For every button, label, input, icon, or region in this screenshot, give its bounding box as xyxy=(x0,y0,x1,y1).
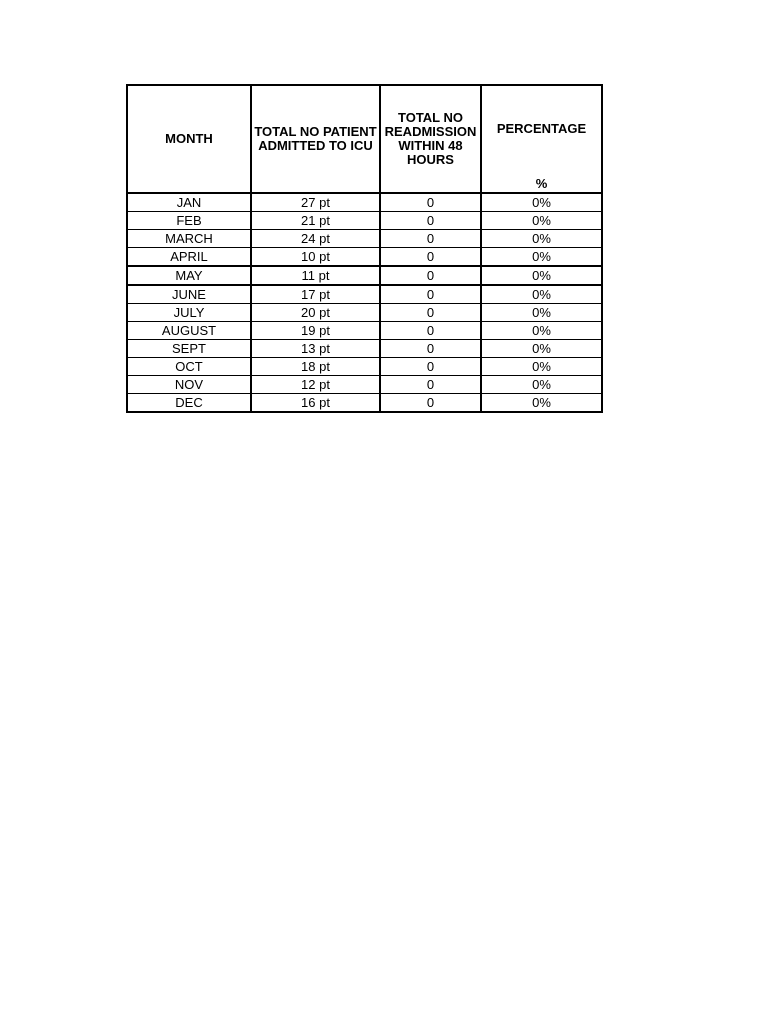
cell-readmission: 0 xyxy=(380,230,481,248)
table-row xyxy=(127,285,602,304)
cell-month: APRIL xyxy=(127,248,251,267)
cell-month: OCT xyxy=(127,358,251,376)
table-row xyxy=(127,322,602,340)
cell-percentage: 0% xyxy=(481,230,602,248)
table-row xyxy=(127,358,602,376)
cell-month: JULY xyxy=(127,304,251,322)
cell-readmission: 0 xyxy=(380,285,481,304)
cell-month: AUGUST xyxy=(127,322,251,340)
cell-percentage: 0% xyxy=(481,266,602,285)
cell-percentage: 0% xyxy=(481,248,602,267)
cell-admitted: 12 pt xyxy=(251,376,380,394)
icu-readmission-table xyxy=(126,84,603,413)
cell-percentage: 0% xyxy=(481,285,602,304)
cell-percentage: 0% xyxy=(481,322,602,340)
cell-admitted: 18 pt xyxy=(251,358,380,376)
cell-percentage: 0% xyxy=(481,304,602,322)
cell-percentage: 0% xyxy=(481,340,602,358)
header-percentage-label: PERCENTAGE xyxy=(496,121,587,136)
table-row xyxy=(127,340,602,358)
cell-percentage: 0% xyxy=(481,358,602,376)
header-month-label: MONTH xyxy=(165,131,213,146)
cell-readmission: 0 xyxy=(380,193,481,212)
cell-readmission: 0 xyxy=(380,304,481,322)
header-percentage-unit: % xyxy=(535,176,548,191)
header-readmission-label: TOTAL NO READMISSION WITHIN 48 HOURS xyxy=(384,110,477,167)
header-readmission xyxy=(380,85,481,193)
cell-readmission: 0 xyxy=(380,340,481,358)
table-row xyxy=(127,266,602,285)
table-header-row xyxy=(127,85,602,193)
table-row xyxy=(127,193,602,212)
cell-percentage: 0% xyxy=(481,212,602,230)
table-row xyxy=(127,394,602,413)
cell-admitted: 16 pt xyxy=(251,394,380,413)
cell-readmission: 0 xyxy=(380,394,481,413)
header-admitted-label: TOTAL NO PATIENT ADMITTED TO ICU xyxy=(254,124,377,153)
header-admitted xyxy=(251,85,380,193)
cell-admitted: 11 pt xyxy=(251,266,380,285)
table-row xyxy=(127,304,602,322)
cell-readmission: 0 xyxy=(380,358,481,376)
cell-readmission: 0 xyxy=(380,248,481,267)
header-percentage xyxy=(481,85,602,193)
cell-readmission: 0 xyxy=(380,266,481,285)
cell-admitted: 13 pt xyxy=(251,340,380,358)
cell-month: SEPT xyxy=(127,340,251,358)
cell-percentage: 0% xyxy=(481,394,602,413)
table-row xyxy=(127,212,602,230)
cell-month: MARCH xyxy=(127,230,251,248)
cell-admitted: 20 pt xyxy=(251,304,380,322)
cell-admitted: 27 pt xyxy=(251,193,380,212)
cell-percentage: 0% xyxy=(481,193,602,212)
cell-month: MAY xyxy=(127,266,251,285)
cell-admitted: 17 pt xyxy=(251,285,380,304)
table-row xyxy=(127,230,602,248)
cell-month: FEB xyxy=(127,212,251,230)
header-month xyxy=(127,85,251,193)
cell-admitted: 21 pt xyxy=(251,212,380,230)
cell-month: NOV xyxy=(127,376,251,394)
cell-admitted: 19 pt xyxy=(251,322,380,340)
cell-month: JAN xyxy=(127,193,251,212)
table-row xyxy=(127,376,602,394)
cell-readmission: 0 xyxy=(380,376,481,394)
cell-readmission: 0 xyxy=(380,212,481,230)
cell-admitted: 10 pt xyxy=(251,248,380,267)
cell-readmission: 0 xyxy=(380,322,481,340)
table-row xyxy=(127,248,602,267)
cell-percentage: 0% xyxy=(481,376,602,394)
cell-month: JUNE xyxy=(127,285,251,304)
cell-month: DEC xyxy=(127,394,251,413)
cell-admitted: 24 pt xyxy=(251,230,380,248)
